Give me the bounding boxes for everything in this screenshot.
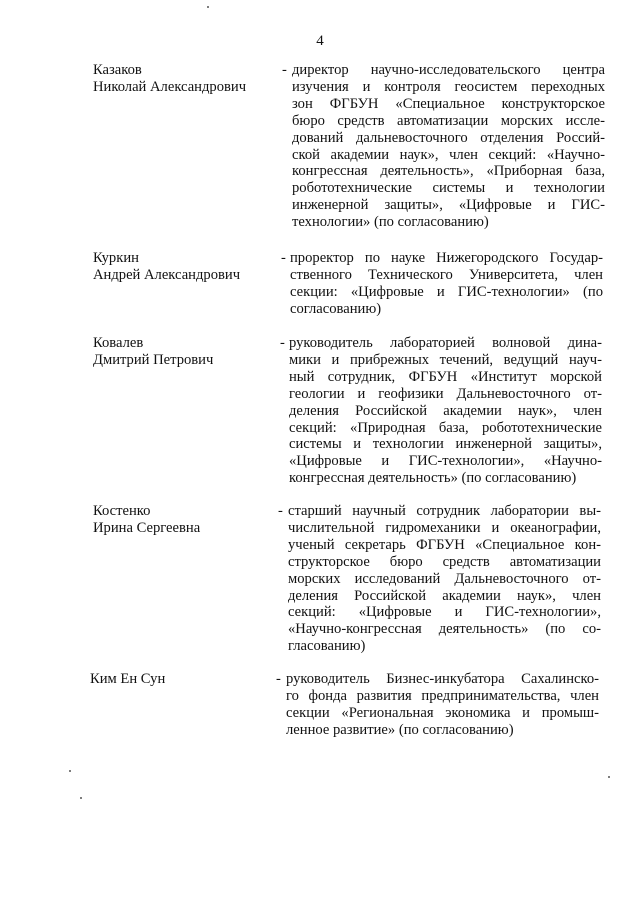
- description-line: старший научный сотрудник лаборатории вы-: [288, 503, 601, 519]
- scan-speck: [80, 797, 82, 799]
- surname: Куркин: [93, 250, 139, 266]
- description-line: ный сотрудник, ФГБУН «Институт морской: [289, 368, 602, 385]
- description-line: геологии и геофизики Дальневосточного от-: [289, 385, 602, 402]
- member-description: [292, 62, 605, 231]
- description-line: морских исследований Дальневосточного от-: [288, 570, 601, 587]
- dash-separator: -: [276, 671, 281, 687]
- dash-separator: -: [278, 503, 283, 519]
- description-line: изучения и контроля геосистем переходных: [292, 78, 605, 95]
- description-line: проректор по науке Нижегородского Государ-: [290, 250, 603, 266]
- scan-speck: [608, 776, 610, 778]
- member-description: [288, 503, 601, 655]
- page-number: 4: [316, 33, 324, 49]
- description-line: ственного Технического Университета, член: [290, 266, 603, 283]
- description-line: секций: «Природная база, робототехнические: [289, 419, 602, 436]
- description-line: деления Российской академии наук», член: [289, 402, 602, 419]
- given-names: Ирина Сергеевна: [93, 519, 201, 536]
- member-name: [93, 250, 283, 284]
- description-line: конгрессная деятельность», «Приборная база,: [292, 163, 605, 180]
- description-line: согласованию): [290, 300, 382, 317]
- description-line: зон ФГБУН «Специальное конструкторское: [292, 95, 605, 112]
- description-line: бюро средств автоматизации морских иссле-: [292, 112, 605, 129]
- member-description: [286, 671, 599, 739]
- description-line: «Цифровые и ГИС-технологии», «Научно-: [289, 453, 602, 470]
- given-names: Дмитрий Петрович: [93, 351, 214, 368]
- member-description: [289, 335, 602, 487]
- member-name: [93, 503, 283, 537]
- surname: Ковалев: [93, 335, 144, 351]
- description-line: руководитель лабораторией волновой дина-: [289, 335, 602, 351]
- member-description: [290, 250, 603, 318]
- description-line: структорское бюро средств автоматизации: [288, 553, 601, 570]
- dash-separator: -: [280, 335, 285, 351]
- description-line: ученый секретарь ФГБУН «Специальное кон-: [288, 536, 601, 553]
- given-names: Андрей Александрович: [93, 266, 241, 283]
- member-name: [93, 62, 283, 96]
- description-line: гласованию): [288, 638, 366, 655]
- member-name: [90, 671, 280, 688]
- description-line: ленное развитие» (по согласованию): [286, 721, 514, 738]
- description-line: числительной гидромеханики и океанографии,: [288, 519, 601, 536]
- description-line: мики и прибрежных течений, ведущий науч-: [289, 351, 602, 368]
- description-line: секции «Региональная экономика и промыш-: [286, 704, 599, 721]
- description-line: руководитель Бизнес-инкубатора Сахалинско-: [286, 671, 599, 687]
- scan-speck: [207, 6, 209, 8]
- surname: Казаков: [93, 62, 142, 78]
- description-line: ской академии наук», член секций: «Научно-: [292, 146, 605, 163]
- surname: Костенко: [93, 503, 151, 519]
- description-line: «Научно-конгрессная деятельность» (по со-: [288, 621, 601, 638]
- description-line: деления Российской академии наук», член: [288, 587, 601, 604]
- description-line: конгрессная деятельность» (по согласованию): [289, 470, 577, 487]
- given-names: Николай Александрович: [93, 78, 247, 95]
- member-name: [93, 335, 283, 369]
- description-line: технологии» (по согласованию): [292, 214, 489, 231]
- full-name: Ким Ен Сун: [90, 671, 166, 687]
- description-line: системы и технологии инженерной защиты»,: [289, 436, 602, 453]
- description-line: секций: «Цифровые и ГИС-технологии»,: [288, 604, 601, 621]
- dash-separator: -: [282, 62, 287, 78]
- description-line: инженерной защиты», «Цифровые и ГИС-: [292, 197, 605, 214]
- dash-separator: -: [281, 250, 286, 266]
- description-line: робототехнические системы и технологии: [292, 180, 605, 197]
- description-line: го фонда развития предпринимательства, член: [286, 687, 599, 704]
- description-line: дований дальневосточного отделения Россий-: [292, 129, 605, 146]
- scan-speck: [69, 770, 71, 772]
- description-line: секции: «Цифровые и ГИС-технологии» (по: [290, 283, 603, 300]
- description-line: директор научно-исследовательского центра: [292, 62, 605, 78]
